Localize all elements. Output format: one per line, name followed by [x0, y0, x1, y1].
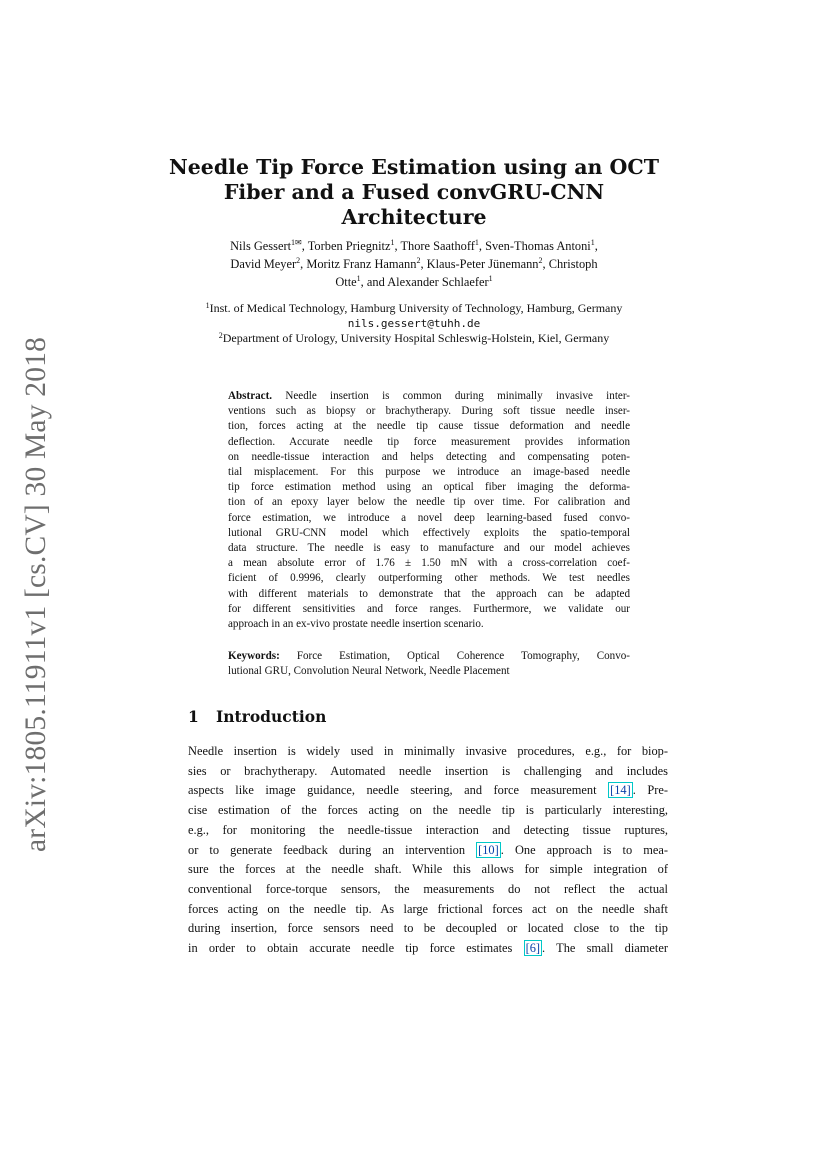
- body-text-run: . One approach is to mea-: [500, 842, 668, 857]
- body-line: during insertion, force sensors need to be decoupled or located close to the tip: [188, 921, 668, 936]
- citation-link[interactable]: [14]: [610, 783, 631, 798]
- affiliation-2: [150, 331, 678, 346]
- author-name: Klaus-Peter Jünemann: [426, 257, 539, 271]
- author-name: Moritz Franz Hamann: [306, 257, 417, 271]
- abstract-line: on needle-tissue interaction and helps detecting and compensating poten-: [228, 450, 630, 463]
- author-name: David Meyer: [230, 257, 297, 271]
- paper-title: [150, 155, 678, 230]
- title-line-2: Fiber and a Fused convGRU-CNN Architecture: [223, 180, 605, 229]
- affiliation-text: Inst. of Medical Technology, Hamburg University of Technology, Hamburg, Germany: [209, 301, 623, 315]
- body-line: [188, 939, 668, 959]
- body-text-run: . The small diameter: [542, 941, 669, 956]
- abstract-line: tion of an epoxy layer below the needle tip over time. For calibration and: [228, 496, 630, 509]
- keywords-label: Keywords:: [228, 650, 280, 662]
- abstract-line: approach in an ex-vivo prostate needle insertion scenario.: [228, 618, 484, 631]
- author-affil-mark: 2: [416, 256, 421, 265]
- abstract-line: tion, forces acting at the needle tip cause tissue deformation and needle: [228, 420, 630, 433]
- author-list: [180, 237, 648, 291]
- author-affil-mark: 1: [356, 274, 361, 283]
- citation-link[interactable]: [10]: [478, 842, 499, 857]
- body-line: Needle insertion is widely used in minimally invasive procedures, e.g., for biop-: [188, 744, 668, 758]
- author-line-1: Nils Gessert$^{1✉}$, Torben Priegnitz$^1$, Thore Saathoff$^1$, Sven-Thomas Antoni$^1$,: [230, 238, 598, 253]
- author-affil-mark: 2: [296, 256, 301, 265]
- abstract-text: Needle insertion is common during minimally invasive inter-: [285, 390, 630, 402]
- abstract-line: ventions such as biopsy or brachytherapy. During soft tissue needle inser-: [228, 405, 630, 418]
- body-text-run: or to generate feedback during an intervention: [188, 842, 477, 857]
- author-name: Alexander Schlaefer: [387, 275, 489, 289]
- abstract-line: deflection. Accurate needle tip force measurement provides information: [228, 435, 630, 448]
- abstract-line: tip force estimation method using an optical fiber imaging the deforma-: [228, 481, 630, 494]
- author-line-3: Otte$^1$, and Alexander Schlaefer$^1$: [335, 274, 493, 289]
- body-text-run: aspects like image guidance, needle steering, and force measurement: [188, 783, 609, 798]
- abstract-line: with different materials to demonstrate that the approach can be adapted: [228, 587, 630, 600]
- affiliation-mark: 1: [205, 301, 210, 310]
- author-name: Christoph: [548, 257, 598, 271]
- keywords: [228, 649, 630, 679]
- author-affil-mark: 1: [390, 238, 395, 247]
- affiliation-text: Department of Urology, University Hospital Schleswig-Holstein, Kiel, Germany: [222, 331, 610, 345]
- author-name: Sven-Thomas Antoni: [485, 239, 591, 253]
- body-line: sure the forces at the needle shaft. While this allows for simple integration of: [188, 862, 668, 877]
- author-name: Otte: [335, 275, 357, 289]
- abstract-label: Abstract.: [228, 390, 273, 402]
- author-affil-mark: 1: [474, 238, 479, 247]
- author-name: Thore Saathoff: [400, 239, 475, 253]
- abstract-line: force estimation, we introduce a novel deep learning-based fused convo-: [228, 511, 630, 524]
- abstract-line: [228, 389, 630, 404]
- author-affil-mark: 1: [590, 238, 595, 247]
- section-number: 1: [188, 707, 199, 726]
- author-affil-mark: 1: [488, 274, 493, 283]
- body-text-run: in order to obtain accurate needle tip force estimates: [188, 941, 524, 956]
- body-text-run: . Pre-: [632, 783, 668, 798]
- citation-link[interactable]: [6]: [525, 941, 541, 956]
- section-heading: [188, 707, 326, 726]
- body-line: [188, 781, 668, 801]
- author-affil-mark: 1✉: [291, 238, 302, 247]
- author-conjunction: and: [366, 275, 385, 289]
- body-line: conventional force-torque sensors, the measurements do not reflect the actual: [188, 881, 668, 896]
- keywords-line: [228, 649, 630, 664]
- author-name: Nils Gessert: [230, 239, 292, 253]
- abstract-line: for different sensitivities and force ranges. Furthermore, we validate our: [228, 602, 630, 615]
- abstract-line: lutional GRU-CNN model which effectively exploits the spatio-temporal: [228, 526, 630, 539]
- affiliation-1: [150, 301, 678, 316]
- author-name: Torben Priegnitz: [307, 239, 391, 253]
- keywords-text: Force Estimation, Optical Coherence Tomography, Convo-: [296, 650, 630, 662]
- affiliations: [150, 301, 678, 346]
- body-line: [188, 841, 668, 861]
- arxiv-stamp: arXiv:1805.11911v1 [cs.CV] 30 May 2018: [20, 336, 52, 852]
- keywords-line: lutional GRU, Convolution Neural Network, Needle Placement: [228, 665, 510, 678]
- abstract-line: tial misplacement. For this purpose we introduce an image-based needle: [228, 466, 630, 479]
- body-line: sies or brachytherapy. Automated needle insertion is challenging and includes: [188, 763, 668, 778]
- section-title: Introduction: [216, 707, 327, 726]
- body-text: [188, 742, 668, 959]
- body-line: cise estimation of the forces acting on the needle tip is particularly interesting,: [188, 803, 668, 818]
- body-line: e.g., for monitoring the needle-tissue interaction and detecting tissue ruptures,: [188, 822, 668, 837]
- title-line-1: Needle Tip Force Estimation using an OCT: [169, 155, 659, 179]
- author-email[interactable]: nils.gessert@tuhh.de: [347, 317, 481, 330]
- author-affil-mark: 2: [538, 256, 543, 265]
- abstract: [228, 389, 630, 632]
- abstract-line: ficient of 0.9996, clearly outperforming other methods. We test needles: [228, 572, 630, 585]
- abstract-line: a mean absolute error of 1.76 ± 1.50 mN with a cross-correlation coef-: [228, 557, 630, 570]
- affiliation-mark: 2: [218, 331, 223, 340]
- body-line: forces acting on the needle tip. As large frictional forces act on the needle shaft: [188, 901, 668, 916]
- abstract-line: data structure. The needle is easy to manufacture and our model achieves: [228, 542, 630, 555]
- author-line-2: David Meyer$^2$, Moritz Franz Hamann$^2$, Klaus-Peter Jünemann$^2$, Christoph: [230, 256, 598, 271]
